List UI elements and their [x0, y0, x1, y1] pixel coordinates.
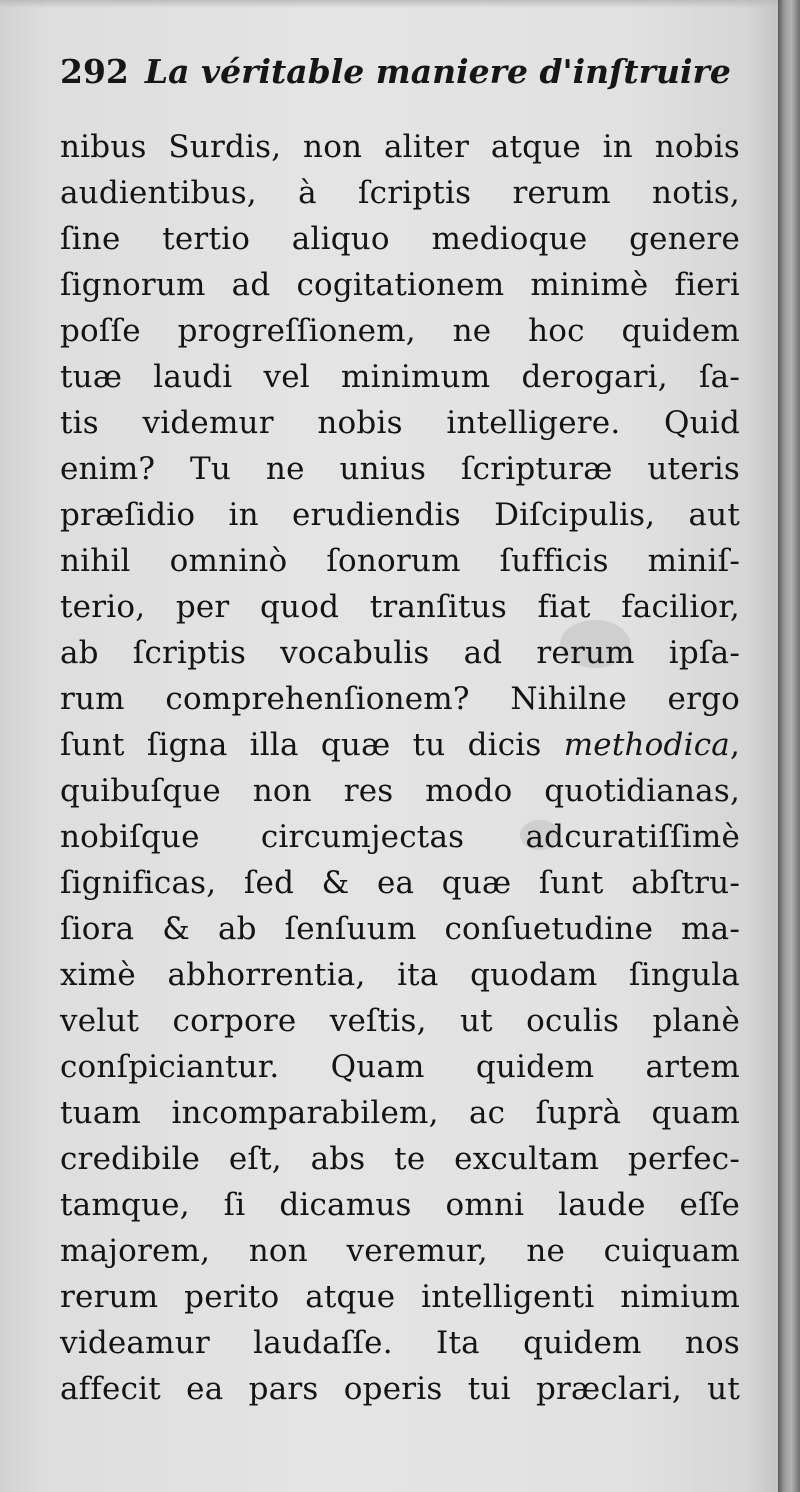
- text-segment: præſidio in erudiendis Diſcipulis, aut: [60, 497, 740, 533]
- text-line: [60, 906, 740, 952]
- running-title: La véritable maniere d'inſtruire: [144, 52, 731, 91]
- text-line: [60, 722, 740, 768]
- text-segment: ab ſcriptis vocabulis ad rerum ipſa-: [60, 635, 740, 671]
- text-line: [60, 1136, 740, 1182]
- text-line: [60, 584, 740, 630]
- text-segment: poſſe progreſſionem, ne hoc quidem: [60, 313, 740, 349]
- text-line: [60, 1274, 740, 1320]
- book-gutter: [778, 0, 800, 1492]
- text-line: [60, 1044, 740, 1090]
- text-segment: nibus Surdis, non aliter atque in nobis: [60, 129, 740, 165]
- text-segment: velut corpore veſtis, ut oculis planè: [60, 1003, 740, 1039]
- text-line: [60, 860, 740, 906]
- text-line: [60, 630, 740, 676]
- text-segment: videamur laudaſſe. Ita quidem nos: [60, 1325, 740, 1361]
- text-segment: quibuſque non res modo quotidianas,: [60, 773, 740, 809]
- text-segment: ,: [729, 727, 740, 763]
- text-segment: tuam incomparabilem, ac ſuprà quam: [60, 1095, 740, 1131]
- text-segment: conſpiciantur. Quam quidem artem: [60, 1049, 740, 1085]
- running-head: [60, 52, 740, 104]
- text-line: [60, 446, 740, 492]
- text-line: [60, 262, 740, 308]
- text-line: [60, 1182, 740, 1228]
- text-line: [60, 400, 740, 446]
- text-segment: enim? Tu ne unius ſcripturæ uteris: [60, 451, 740, 487]
- text-segment: ſignificas, ſed & ea quæ ſunt abſtru-: [60, 865, 740, 901]
- italic-term: methodica: [563, 727, 730, 763]
- text-segment: ſine tertio aliquo medioque genere: [60, 221, 740, 257]
- text-segment: ximè abhorrentia, ita quodam ſingula: [60, 957, 740, 993]
- text-segment: nihil omninò ſonorum ſufficis miniſ-: [60, 543, 740, 579]
- text-line: [60, 998, 740, 1044]
- text-line: [60, 538, 740, 584]
- text-line: [60, 1228, 740, 1274]
- page-number: 292: [60, 52, 129, 91]
- text-line: [60, 124, 740, 170]
- text-segment: tamque, ſi dicamus omni laude eſſe: [60, 1187, 740, 1223]
- body-text: [60, 124, 740, 1412]
- text-line: [60, 308, 740, 354]
- text-segment: ſiora & ab ſenſuum conſuetudine ma-: [60, 911, 740, 947]
- text-segment: audientibus, à ſcriptis rerum notis,: [60, 175, 740, 211]
- text-line: [60, 216, 740, 262]
- text-segment: terio, per quod tranſitus fiat facilior,: [60, 589, 740, 625]
- text-segment: nobiſque circumjectas adcuratiſſimè: [60, 819, 740, 855]
- text-line: [60, 1320, 740, 1366]
- text-line: [60, 354, 740, 400]
- text-segment: credibile eſt, abs te excultam perfec-: [60, 1141, 740, 1177]
- text-line: [60, 1366, 740, 1412]
- text-segment: rerum perito atque intelligenti nimium: [60, 1279, 740, 1315]
- text-segment: affecit ea pars operis tui præclari, ut: [60, 1371, 740, 1407]
- text-segment: ſignorum ad cogitationem minimè fieri: [60, 267, 740, 303]
- text-line: [60, 170, 740, 216]
- text-segment: ſunt ſigna illa quæ tu dicis: [60, 727, 564, 763]
- page-top-shadow: [0, 0, 778, 8]
- text-line: [60, 768, 740, 814]
- text-line: [60, 1090, 740, 1136]
- text-segment: rum comprehenſionem? Nihilne ergo: [60, 681, 740, 717]
- text-line: [60, 676, 740, 722]
- text-line: [60, 814, 740, 860]
- text-line: [60, 952, 740, 998]
- text-segment: majorem, non veremur, ne cuiquam: [60, 1233, 740, 1269]
- text-line: [60, 492, 740, 538]
- text-segment: tis videmur nobis intelligere. Quid: [60, 405, 740, 441]
- text-segment: tuæ laudi vel minimum derogari, ſa-: [60, 359, 740, 395]
